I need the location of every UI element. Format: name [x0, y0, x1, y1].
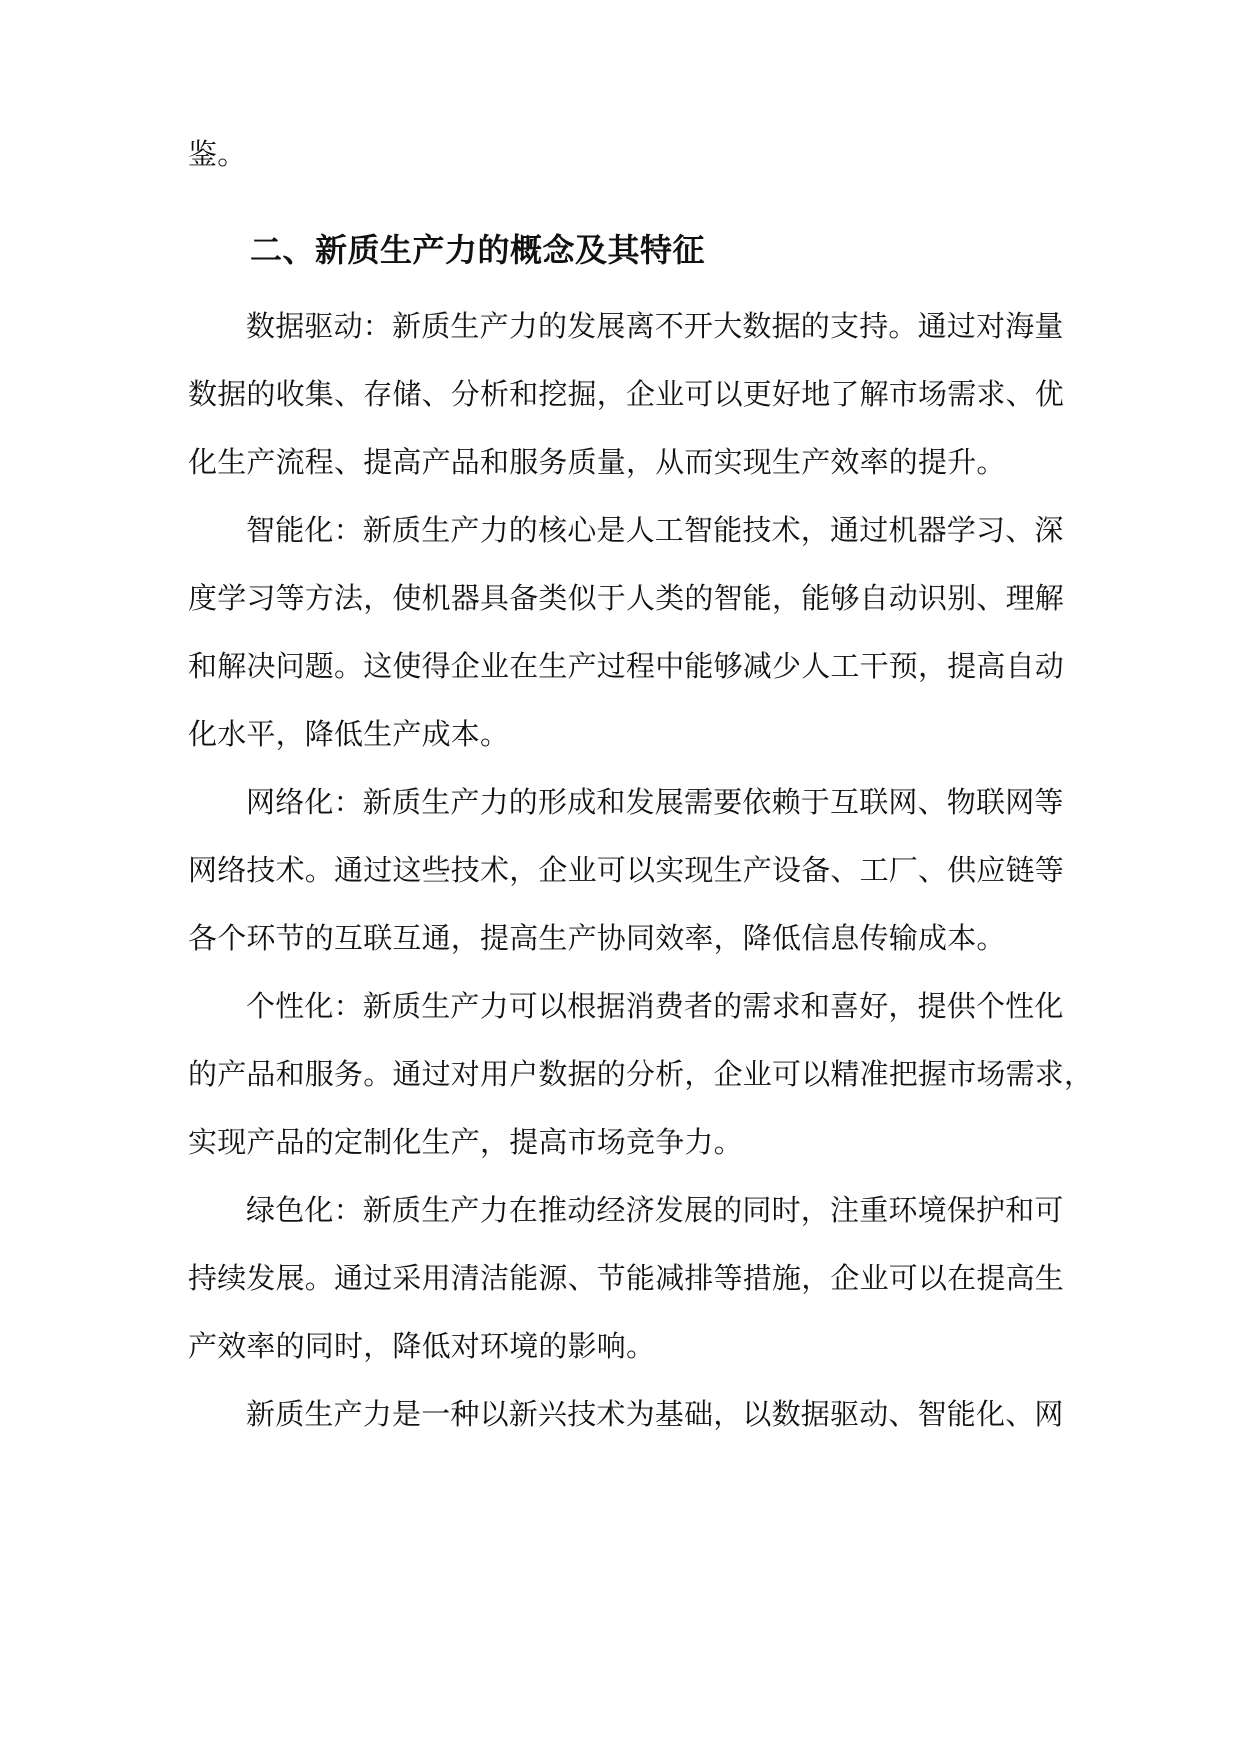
- paragraph-line: 数据驱动：新质生产力的发展离不开大数据的支持。通过对海量: [246, 309, 1064, 343]
- paragraph-line: 网络化：新质生产力的形成和发展需要依赖于互联网、物联网等: [246, 785, 1064, 819]
- paragraph-line: 网络技术。通过这些技术，企业可以实现生产设备、工厂、供应链等: [188, 853, 1065, 887]
- paragraph-line: 各个环节的互联互通，提高生产协同效率，降低信息传输成本。: [188, 921, 1006, 955]
- paragraph-line: 度学习等方法，使机器具备类似于人类的智能，能够自动识别、理解: [188, 581, 1065, 615]
- paragraph-line: 化生产流程、提高产品和服务质量，从而实现生产效率的提升。: [188, 445, 1006, 479]
- paragraph-line: 个性化：新质生产力可以根据消费者的需求和喜好，提供个性化: [246, 989, 1064, 1023]
- paragraph-line: 绿色化：新质生产力在推动经济发展的同时，注重环境保护和可: [246, 1193, 1064, 1227]
- paragraph-line: 新质生产力是一种以新兴技术为基础，以数据驱动、智能化、网: [246, 1397, 1064, 1431]
- paragraph-line: 和解决问题。这使得企业在生产过程中能够减少人工干预，提高自动: [188, 649, 1065, 683]
- paragraph-line: 产效率的同时，降低对环境的影响。: [188, 1329, 656, 1363]
- paragraph-line: 实现产品的定制化生产，提高市场竞争力。: [188, 1125, 743, 1159]
- paragraph-line: 数据的收集、存储、分析和挖掘，企业可以更好地了解市场需求、优: [188, 377, 1065, 411]
- section-heading: 二、新质生产力的概念及其特征: [250, 231, 706, 269]
- paragraph-line: 鉴。: [188, 137, 247, 171]
- paragraph-line: 智能化：新质生产力的核心是人工智能技术，通过机器学习、深: [246, 513, 1064, 547]
- paragraph-line: 化水平，降低生产成本。: [188, 717, 510, 751]
- paragraph-line: 的产品和服务。通过对用户数据的分析，企业可以精准把握市场需求，: [188, 1057, 1094, 1091]
- paragraph-line: 持续发展。通过采用清洁能源、节能减排等措施，企业可以在提高生: [188, 1261, 1065, 1295]
